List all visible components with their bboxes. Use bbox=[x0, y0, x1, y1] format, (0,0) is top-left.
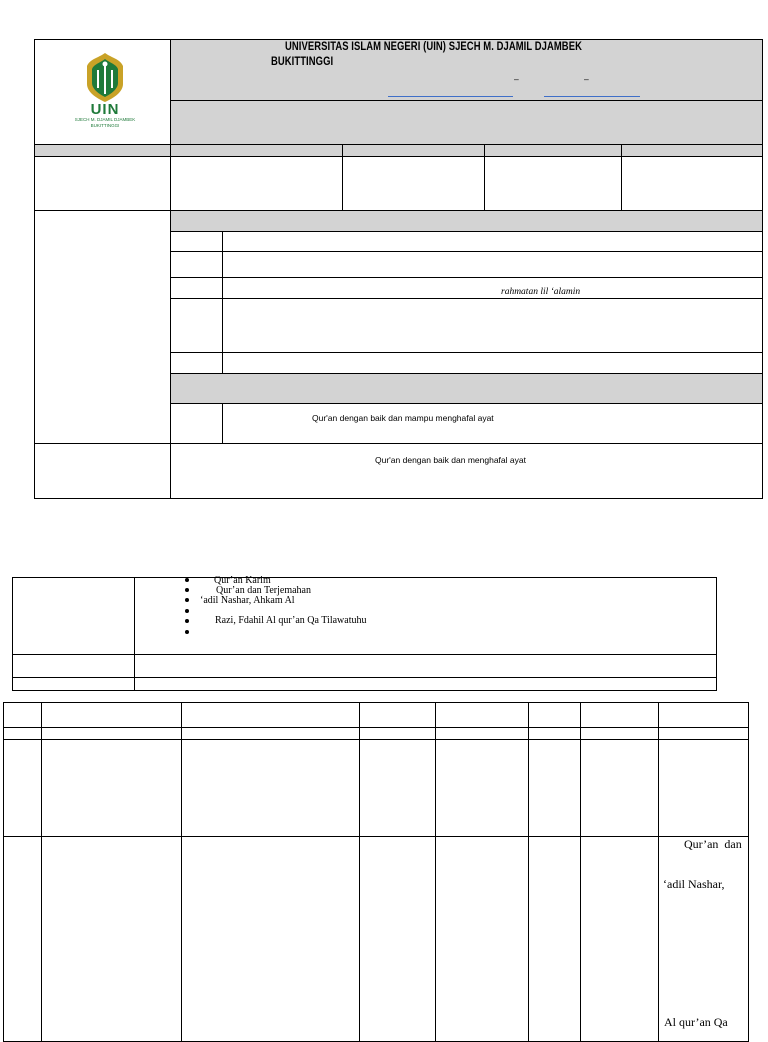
title-dash-2: – bbox=[584, 74, 589, 84]
title-dash-1: – bbox=[514, 74, 519, 84]
reference-item-2: Qur’an dan Terjemahan bbox=[216, 585, 311, 596]
logo-sub2: BUKITTINGGI bbox=[90, 123, 120, 128]
reference-bullet bbox=[185, 619, 189, 623]
uin-emblem-icon bbox=[60, 50, 150, 105]
title-link-2[interactable] bbox=[544, 96, 640, 97]
outcome-bottom-text: Qur'an dengan baik dan menghafal ayat bbox=[375, 455, 526, 465]
logo-sub1: SJECH M. DJAMIL DJAMBEK bbox=[74, 117, 136, 122]
outcome-row3-text: rahmatan lil ‘alamin bbox=[501, 287, 581, 297]
reference-bullet bbox=[185, 630, 189, 634]
outcome-sub-text: Qur'an dengan baik dan mampu menghafal ayat bbox=[312, 413, 494, 423]
references-table bbox=[12, 577, 717, 691]
reference-item-5: Razi, Fdahil Al qur’an Qa Tilawatuhu bbox=[215, 615, 367, 626]
reference-bullet bbox=[185, 609, 189, 613]
reference-bullet bbox=[185, 588, 189, 592]
section-header-2 bbox=[171, 374, 762, 403]
logo-column-divider bbox=[170, 39, 171, 499]
logo-name: UIN bbox=[90, 101, 120, 118]
reference-bullet bbox=[185, 598, 189, 602]
reference-item-1: Qur’an Karim bbox=[214, 575, 271, 586]
university-logo bbox=[60, 50, 150, 135]
schedule-cell-line3: Al qur’an Qa bbox=[664, 1015, 728, 1029]
reference-item-3: ‘adil Nashar, Ahkam Al bbox=[200, 595, 295, 606]
schedule-table bbox=[3, 702, 749, 1042]
university-title-line2: BUKITTINGGI bbox=[271, 56, 334, 68]
subtitle-cell bbox=[171, 101, 762, 144]
university-title-line1: UNIVERSITAS ISLAM NEGERI (UIN) SJECH M. DJAMIL DJAMBEK bbox=[285, 41, 582, 53]
title-link-1[interactable] bbox=[388, 96, 513, 97]
reference-bullet bbox=[185, 578, 189, 582]
section-header-1 bbox=[171, 211, 762, 231]
schedule-cell-line2: ‘adil Nashar, bbox=[663, 877, 725, 891]
schedule-cell-line1: Qur’an dan bbox=[684, 837, 742, 851]
column-header-strip bbox=[35, 145, 762, 156]
